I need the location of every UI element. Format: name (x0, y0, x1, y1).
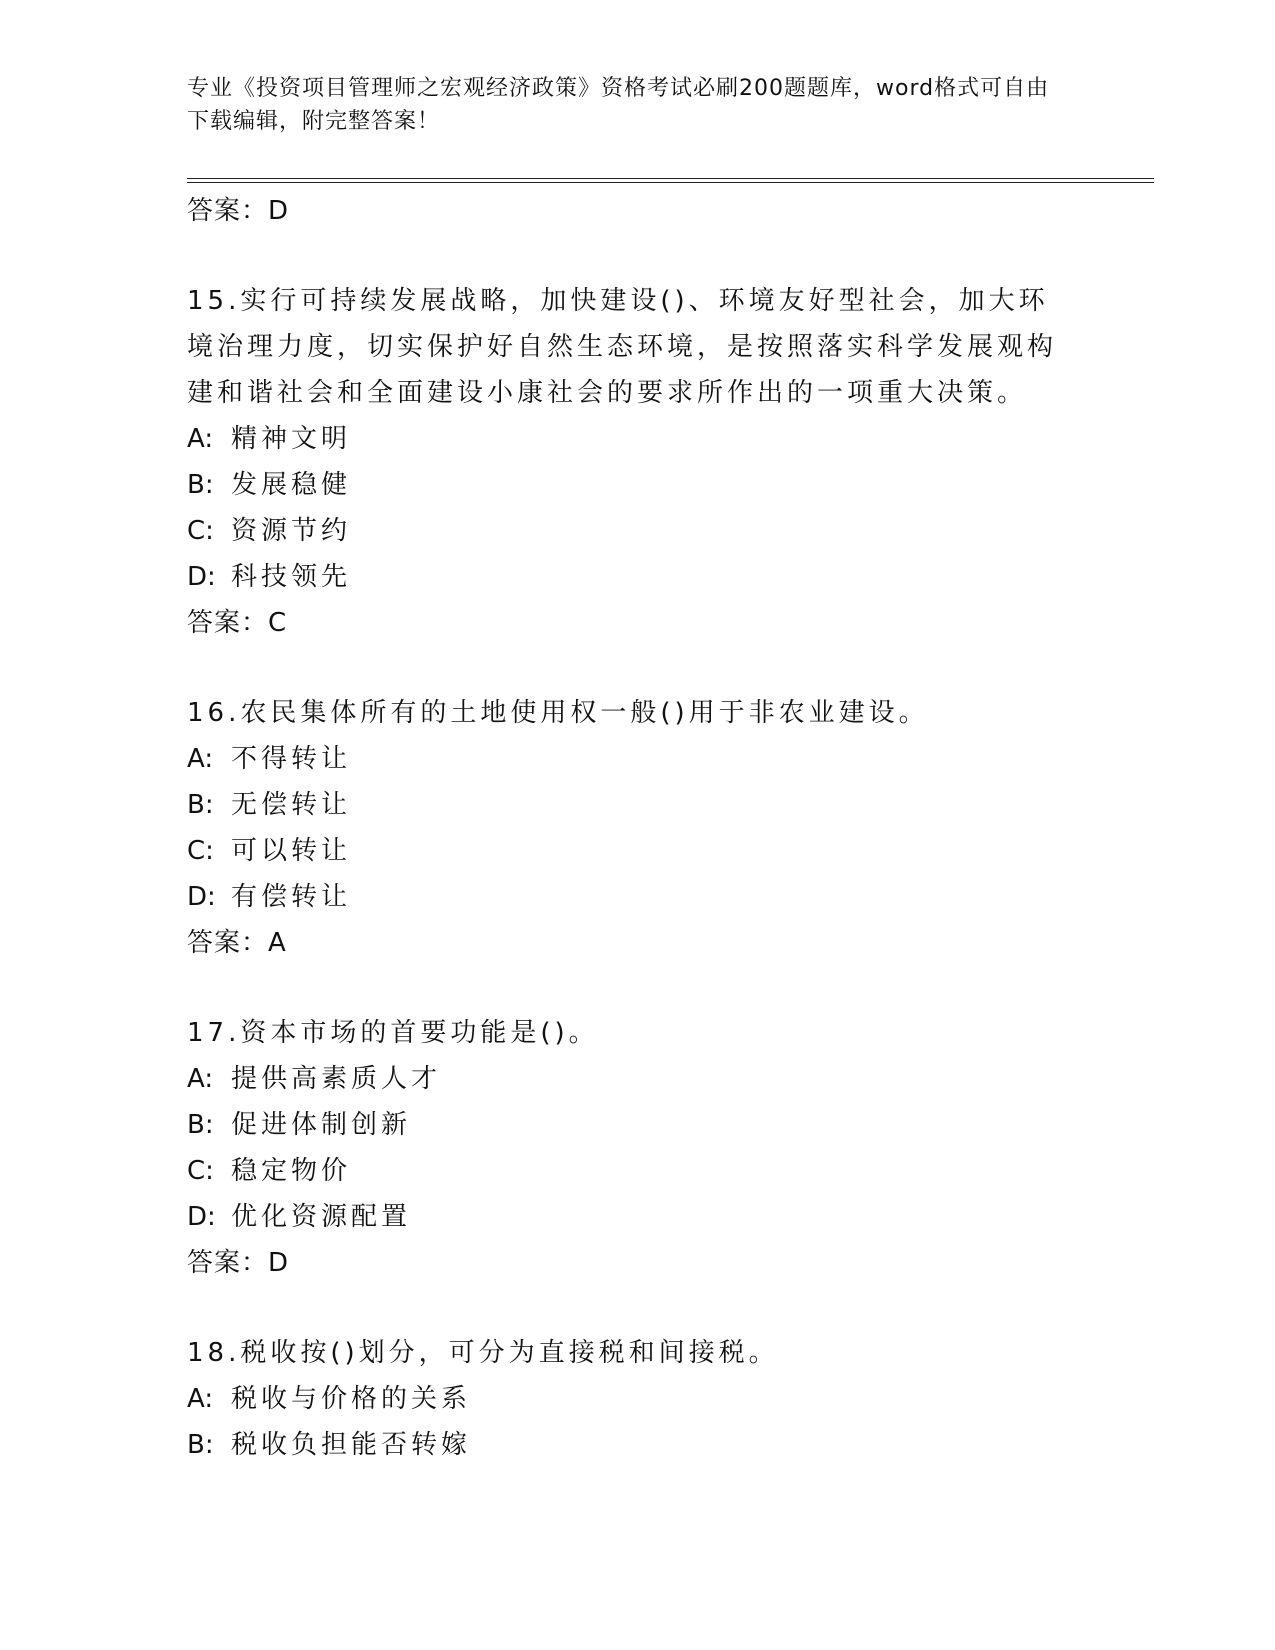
option-b (187, 1422, 1087, 1468)
option-text: 精神文明 (231, 424, 352, 454)
option-a (187, 1056, 1087, 1102)
option-a (187, 1376, 1087, 1422)
option-b (187, 1102, 1087, 1148)
option-text: 有偿转让 (231, 882, 352, 912)
option-text: 科技领先 (231, 562, 352, 592)
question-18 (187, 1330, 1087, 1468)
question-15 (187, 278, 1087, 646)
question-17 (187, 1010, 1087, 1286)
option-key: B: (187, 790, 214, 820)
option-text: 可以转让 (231, 836, 352, 866)
answer-line: 答案：C (187, 608, 288, 638)
question-16 (187, 690, 1087, 966)
option-key: B: (187, 1110, 214, 1140)
question-list (187, 188, 1087, 1468)
answer-line: 答案：D (187, 1248, 290, 1278)
option-d (187, 554, 1087, 600)
question-stem: 16.农民集体所有的土地使用权一般()用于非农业建设。 (187, 698, 929, 728)
option-key: D: (187, 562, 216, 592)
option-text: 提供高素质人才 (231, 1064, 442, 1094)
option-key: D: (187, 882, 216, 912)
option-text: 资源节约 (231, 516, 352, 546)
option-text: 优化资源配置 (231, 1202, 412, 1232)
answer-line: 答案：D (187, 196, 290, 226)
option-key: C: (187, 836, 214, 866)
option-key: C: (187, 516, 214, 546)
option-key: C: (187, 1156, 214, 1186)
option-a (187, 416, 1087, 462)
option-key: B: (187, 1430, 214, 1460)
answer-line: 答案：A (187, 928, 287, 958)
option-text: 促进体制创新 (231, 1110, 412, 1140)
option-key: D: (187, 1202, 216, 1232)
option-key: A: (187, 744, 214, 774)
option-b (187, 462, 1087, 508)
question-stem: 17.资本市场的首要功能是()。 (187, 1018, 599, 1048)
header-divider (187, 178, 1154, 183)
option-c (187, 508, 1087, 554)
option-key: B: (187, 470, 214, 500)
question-stem: 15.实行可持续发展战略，加快建设()、环境友好型社会，加大环境治理力度，切实保护好自然生态环境，是按照落实科学发展观构建和谐社会和全面建设小康社会的要求所作出的一项重大决策。 (187, 286, 1058, 408)
option-b (187, 782, 1087, 828)
option-a (187, 736, 1087, 782)
question-stem: 18.税收按()划分，可分为直接税和间接税。 (187, 1338, 779, 1368)
option-key: A: (187, 424, 214, 454)
option-text: 税收与价格的关系 (231, 1384, 472, 1414)
option-key: A: (187, 1064, 214, 1094)
option-c (187, 1148, 1087, 1194)
option-text: 税收负担能否转嫁 (231, 1430, 472, 1460)
option-text: 发展稳健 (231, 470, 352, 500)
option-d (187, 1194, 1087, 1240)
option-d (187, 874, 1087, 920)
option-text: 稳定物价 (231, 1156, 352, 1186)
option-text: 无偿转让 (231, 790, 352, 820)
option-text: 不得转让 (231, 744, 352, 774)
option-c (187, 828, 1087, 874)
option-key: A: (187, 1384, 214, 1414)
page-header: 专业《投资项目管理师之宏观经济政策》资格考试必刷200题题库，word格式可自由下载编辑，附完整答案！ (187, 76, 1050, 134)
